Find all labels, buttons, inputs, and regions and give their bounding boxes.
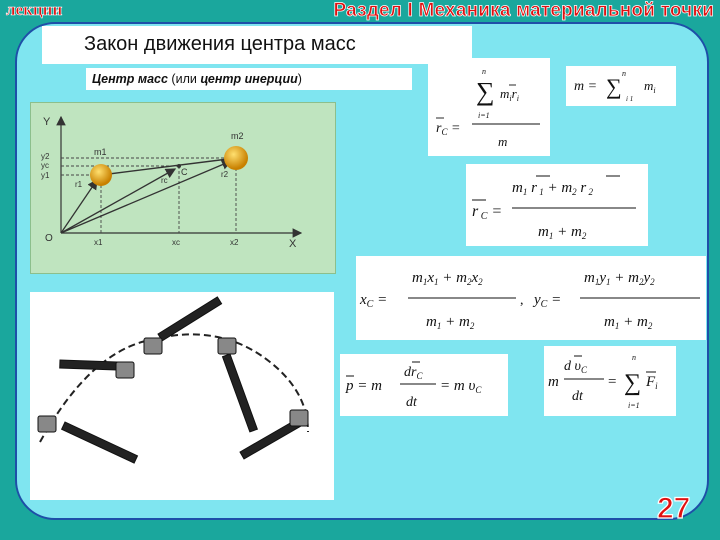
formula-xc-yc [356,256,706,340]
trajectory-illustration [30,292,334,500]
lectures-label[interactable]: лекции [6,0,63,19]
formula-rc-sum [428,58,550,156]
svg-text:dt: dt [406,395,417,410]
weight-2 [116,362,134,378]
svg-text:dt: dt [572,389,583,404]
svg-text:n: n [632,353,636,362]
formula-m-sum [566,66,676,106]
svg-text:m1 + m2: $m_1 + m_2$ [538,224,587,241]
y-tick-yc: yc [41,161,49,170]
mass1-ball [90,164,112,186]
y-axis-label: Y [43,116,51,128]
weight-3 [144,338,162,354]
weight-4 [218,338,236,354]
center-label: C [181,167,188,177]
vector-rc-label: rc [161,176,168,185]
svg-text:∑: ∑ [476,77,495,106]
svg-text:xC =: $x_C$ = [360,292,388,310]
trajectory-path [40,334,308,442]
x-tick-x2: x2 [230,238,239,247]
subtitle-end: ) [297,72,302,86]
subtitle [86,68,412,90]
svg-text:n: n [622,69,626,78]
svg-text:p = m: p = m [346,378,382,394]
svg-text:n: n [482,67,486,76]
svg-text:r C =: r C = [472,203,503,222]
vector-rc [61,169,175,233]
svg-text:∑: ∑ [606,74,622,99]
svg-text:=: = [608,374,617,390]
formula-rc-two-masses [466,164,648,246]
svg-text:m1y1 + m2y2: $m_1y_1 + m_2y_2$ [584,270,655,287]
svg-text:∑: ∑ [624,370,642,396]
svg-text:m: m [548,374,559,390]
svg-text:m1 + m2: $m_1 + m_2$ [604,314,653,331]
svg-text:rC =: $r_C$ = [436,121,461,137]
svg-text:m1 r 1 + m2 r 2: $m_1$ r $_1 + m_2$ r $_2$ [512,180,593,197]
vector-r1-label: r1 [75,180,83,189]
weight-1 [38,416,56,432]
svg-text:m: m [498,134,508,149]
svg-text:i=1: i=1 [478,111,490,120]
term-center-of-inertia: центр инерции [200,72,298,86]
mass2-ball [224,146,248,170]
term-center-of-mass: Центр масс [92,72,168,86]
x-tick-x1: x1 [94,238,103,247]
svg-text:drC: $dr_C$ [404,365,423,381]
y-tick-y2: y2 [41,152,50,161]
svg-text:m1 + m2: $m_1 + m_2$ [426,314,475,331]
rod-4 [222,354,257,432]
svg-text:,: , [520,293,524,308]
y-tick-y1: y1 [41,171,50,180]
page-number: 27 [657,492,691,525]
svg-text:Fi: $F_i$ [646,374,658,391]
origin-label: O [45,233,53,244]
x-tick-xc: xc [172,238,180,247]
svg-text:i 1: i 1 [626,95,634,103]
vector-r2 [61,161,231,233]
svg-text:m1x1 + m2x2: $m_1x_1 + m_2x_2$ [412,270,483,287]
svg-text:m =: m = [574,79,598,94]
slide-title: Закон движения центра масс [84,33,356,55]
svg-text:mi: $m_i$ [644,78,656,95]
rod-1 [62,422,138,463]
svg-text:= m υC: = m $\upsilon_C$ [440,378,482,395]
formula-newton-center [544,346,676,416]
x-axis-label: X [289,238,297,250]
mass1-label: m1 [94,147,107,157]
weight-5 [290,410,308,426]
svg-text:miri: $m_ir_i$ [500,86,519,103]
vector-r2-label: r2 [221,170,229,179]
rod-3 [158,297,222,341]
center-of-mass-diagram [30,102,336,274]
svg-text:yC =: $y_C$ = [534,292,562,310]
section-title: Раздел I Механика материальной точки [333,0,714,21]
mass2-label: m2 [231,131,244,141]
formula-momentum [340,354,508,416]
subtitle-mid: (или [167,72,201,86]
svg-text:d υC: d $\upsilon_C$ [564,359,587,375]
svg-text:i=1: i=1 [628,401,640,410]
